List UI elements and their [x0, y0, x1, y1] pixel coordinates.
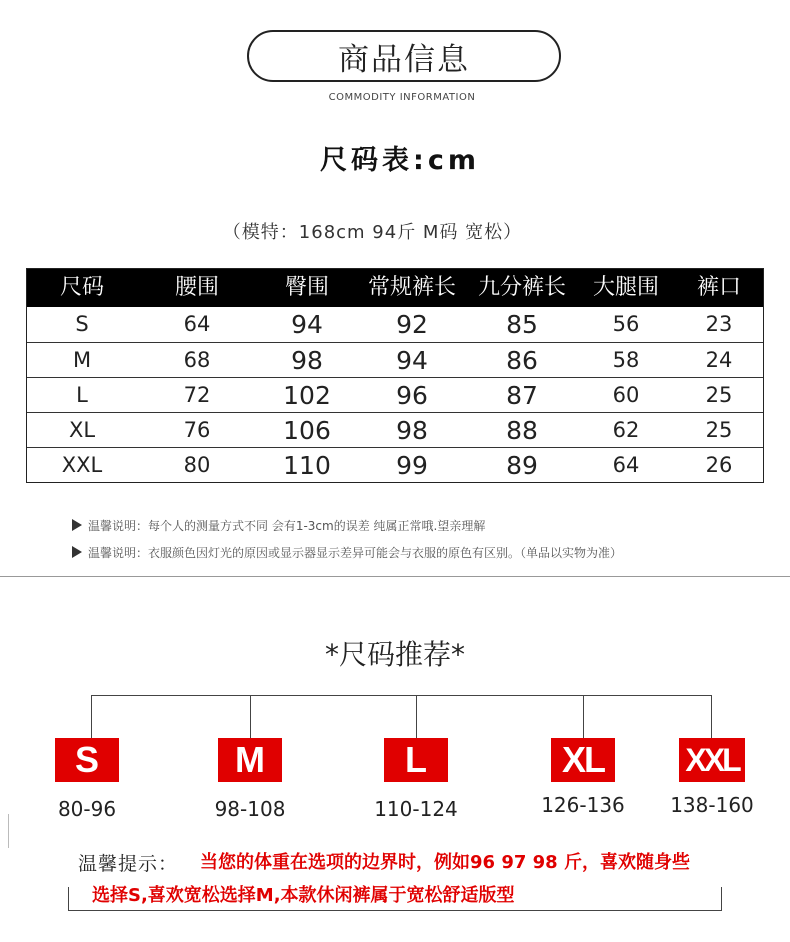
section-divider: [0, 576, 790, 577]
note-text: 温馨说明：衣服颜色因灯光的原因或显示器显示差异可能会与衣服的原色有区别。（单品以实物为准）: [88, 546, 623, 560]
note-item: [72, 543, 622, 570]
table-cell: 64: [183, 312, 211, 336]
section-subtitle: COMMODITY INFORMATION: [328, 92, 476, 103]
table-cell: 87: [506, 381, 538, 410]
size-box-l: L: [384, 738, 448, 782]
col-header-size: 尺码: [59, 275, 104, 300]
table-cell: 85: [506, 310, 538, 339]
size-chart-title: 尺码表:cm: [320, 145, 480, 176]
size-box-xl: XL: [551, 738, 615, 782]
weight-range-l: 110-124: [374, 797, 458, 821]
table-cell: 98: [291, 346, 323, 375]
weight-range-s: 80-96: [57, 797, 117, 821]
size-box-xxl: XXL: [679, 738, 745, 782]
table-cell: L: [76, 383, 88, 407]
table-cell: 68: [183, 348, 211, 372]
table-cell: XL: [68, 418, 96, 442]
tree-connector: [250, 695, 251, 738]
table-cell: XXL: [61, 453, 103, 477]
table-cell: 88: [506, 416, 538, 445]
size-box-m: M: [218, 738, 282, 782]
note-item: [72, 516, 622, 543]
table-cell: 56: [612, 312, 640, 336]
table-cell: 25: [705, 383, 733, 407]
size-box-s: S: [55, 738, 119, 782]
tree-connector-horizontal: [91, 695, 712, 696]
tip-label: 温馨提示：: [78, 853, 179, 875]
tree-connector: [91, 695, 92, 738]
table-cell: 94: [291, 310, 323, 339]
table-cell: 58: [612, 348, 640, 372]
table-cell: 72: [183, 383, 211, 407]
table-cell: 80: [183, 453, 211, 477]
table-cell: 99: [396, 451, 428, 480]
table-cell: 60: [612, 383, 640, 407]
table-row: [27, 307, 763, 342]
table-cell: 96: [396, 381, 428, 410]
tip-text-line-1: 当您的体重在选项的边界时，例如96 97 98 斤，喜欢随身些: [200, 852, 690, 873]
col-header-regular-length: 常规裤长: [367, 275, 456, 300]
table-cell: 106: [283, 416, 331, 445]
recommendation-title: *尺码推荐*: [324, 638, 465, 671]
table-cell: 102: [283, 381, 331, 410]
col-header-cropped-length: 九分裤长: [477, 275, 566, 300]
tree-connector: [711, 695, 712, 738]
section-title: 商品信息: [338, 41, 470, 78]
triangle-bullet-icon: [72, 546, 82, 558]
edge-mark: [8, 814, 9, 848]
triangle-bullet-icon: [72, 519, 82, 531]
weight-range-m: 98-108: [214, 797, 286, 821]
size-table: [26, 268, 764, 483]
table-cell: 76: [183, 418, 211, 442]
table-cell: 26: [705, 453, 733, 477]
weight-range-xxl: 138-160: [670, 793, 754, 817]
table-cell: 86: [506, 346, 538, 375]
table-cell: 24: [705, 348, 733, 372]
table-cell: 89: [506, 451, 538, 480]
table-cell: 110: [283, 451, 331, 480]
table-cell: M: [72, 348, 92, 372]
table-cell: 64: [612, 453, 640, 477]
table-cell: 98: [396, 416, 428, 445]
tree-connector: [416, 695, 417, 738]
model-note: （模特：168cm 94斤 M码 宽松）: [222, 222, 523, 243]
tree-connector: [583, 695, 584, 738]
table-cell: 92: [396, 310, 428, 339]
table-row: [27, 412, 763, 447]
col-header-thigh: 大腿围: [592, 275, 659, 300]
table-row: [27, 377, 763, 412]
notes-list: [72, 516, 622, 570]
col-header-waist: 腰围: [174, 275, 219, 300]
table-header: [27, 269, 763, 307]
table-cell: 94: [396, 346, 428, 375]
table-cell: S: [75, 312, 89, 336]
note-text: 温馨说明：每个人的测量方式不同 会有1-3cm的误差 纯属正常哦.望亲理解: [88, 519, 486, 533]
table-row: [27, 342, 763, 377]
weight-range-xl: 126-136: [541, 793, 625, 817]
col-header-hem: 裤口: [696, 275, 741, 300]
table-cell: 25: [705, 418, 733, 442]
table-cell: 23: [705, 312, 733, 336]
section-title-pill: [247, 30, 561, 82]
table-row: [27, 447, 763, 482]
tip-text-line-2: 选择S,喜欢宽松选择M,本款休闲裤属于宽松舒适版型: [88, 881, 519, 907]
col-header-hip: 臀围: [284, 275, 329, 300]
table-cell: 62: [612, 418, 640, 442]
